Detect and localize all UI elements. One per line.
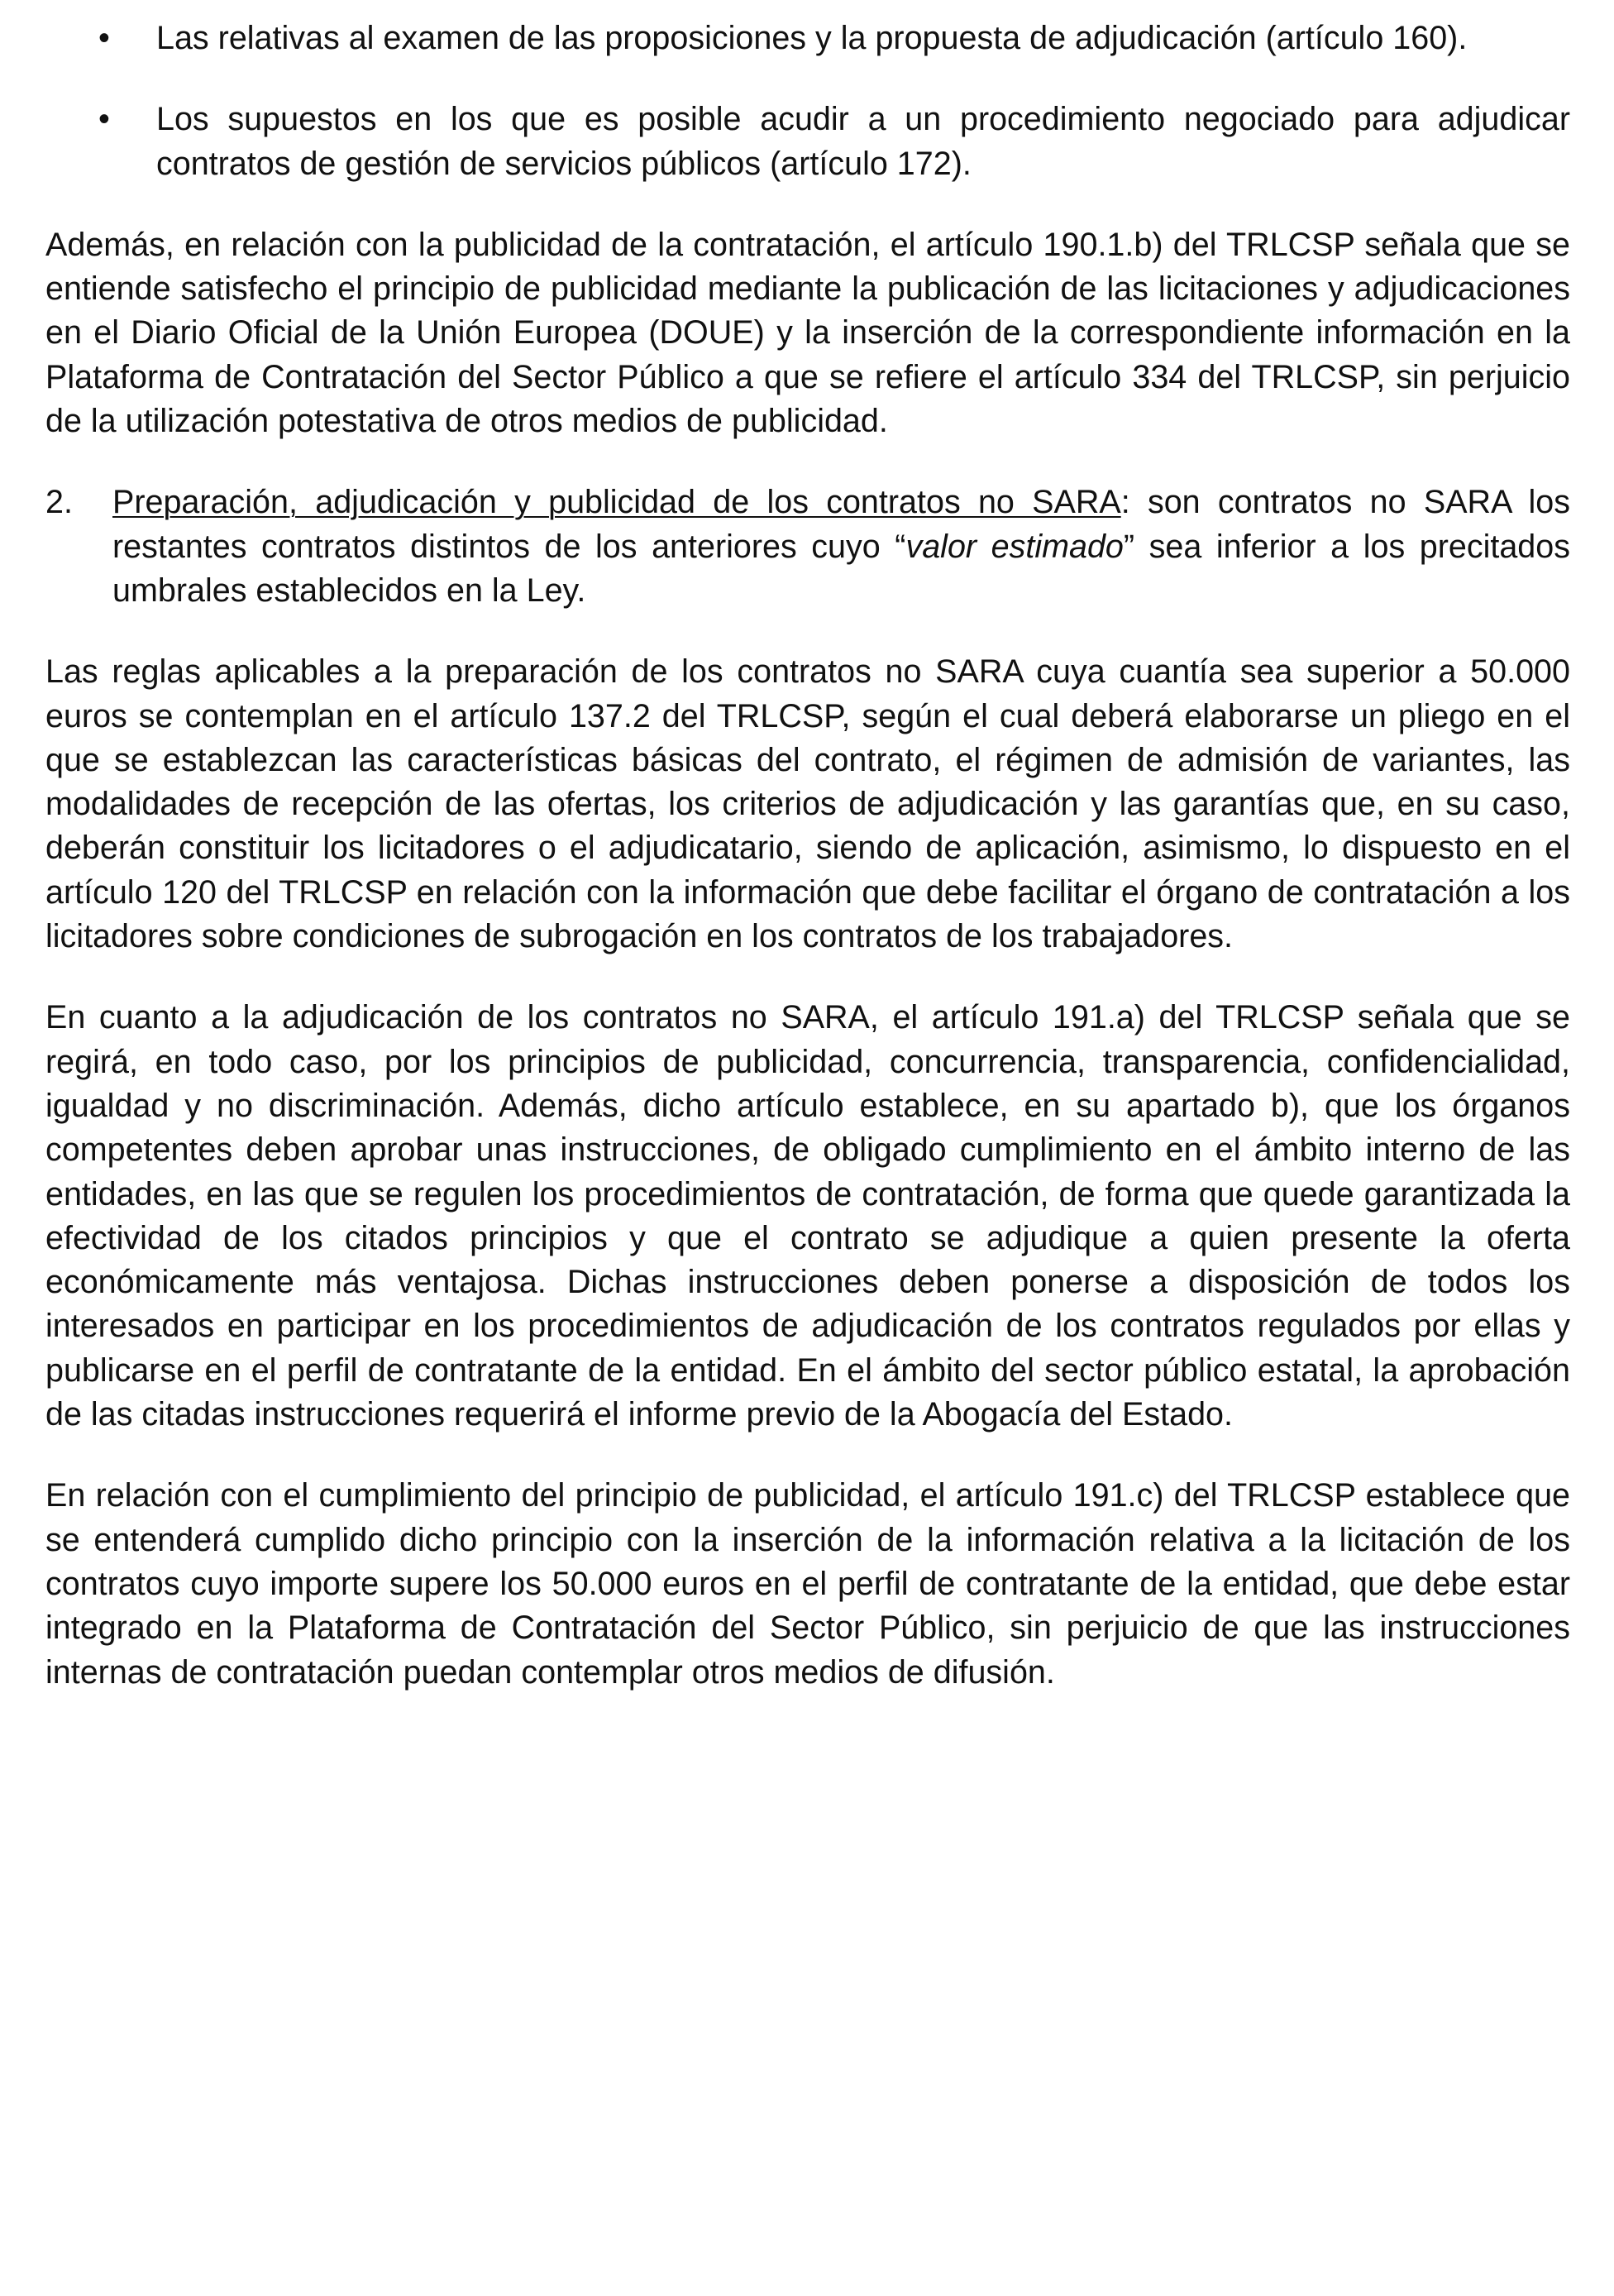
item-italic-term: valor estimado [905, 528, 1124, 565]
bullet-marker: • [98, 20, 110, 56]
item-number: 2. [45, 484, 73, 521]
document-page [45, 17, 1570, 1695]
paragraph-publicidad-no-sara: En relación con el cumplimiento del principio de publicidad, el artículo 191.c) del TRLCSP establece que se entenderá cumplido dicho principio con la inserción de la información relativa a la licitación de los contratos cuyo importe supere los 50.000 euros en el perfil de contratante de la entidad, que debe estar integrado en la Plataforma de Contratación del Sector Público, sin perjuicio de que las instrucciones internas de contratación puedan contemplar otros medios de difusión. [45, 1477, 1570, 1691]
numbered-item-2 [45, 481, 1570, 613]
list-item [45, 98, 1570, 186]
paragraph-preparacion: Las reglas aplicables a la preparación de los contratos no SARA cuya cuantía sea superior a 50.000 euros se contemplan en el artículo 137.2 del TRLCSP, según el cual deberá elaborarse un pliego en el que se establezcan las características básicas del contrato, el régimen de admisión de variantes, las modalidades de recepción de las ofertas, los criterios de adjudicación y las garantías que, en su caso, deberán constituir los licitadores o el adjudicatario, siendo de aplicación, asimismo, lo dispuesto en el artículo 120 del TRLCSP en relación con la información que debe facilitar el órgano de contratación a los licitadores sobre condiciones de subrogación en los contratos de los trabajadores. [45, 653, 1570, 955]
item-heading: Preparación, adjudicación y publicidad de los contratos no SARA [112, 484, 1121, 521]
paragraph-adjudicacion: En cuanto a la adjudicación de los contratos no SARA, el artículo 191.a) del TRLCSP señala que se regirá, en todo caso, por los principios de publicidad, concurrencia, transparencia, confidencialidad, igualdad y no discriminación. Además, dicho artículo establece, en su apartado b), que los órganos competentes deben aprobar unas instrucciones, de obligado cumplimiento en el ámbito interno de las entidades, en las que se regulen los procedimientos de contratación, de forma que quede garantizada la efectividad de los citados principios y que el contrato se adjudique a quien presente la oferta económicamente más ventajosa. Dichas instrucciones deben ponerse a disposición de todos los interesados en participar en los procedimientos de adjudicación de los contratos regulados por ellas y publicarse en el perfil de contratante de la entidad. En el ámbito del sector público estatal, la aprobación de las citadas instrucciones requerirá el informe previo de la Abogacía del Estado. [45, 999, 1570, 1433]
item-text-before: : son contratos no SARA los restantes contratos distintos de los anteriores cuyo “ [112, 484, 1570, 565]
list-item-text: Los supuestos en los que es posible acudir a un procedimiento negociado para adjudicar contratos de gestión de servicios públicos (artículo 172). [156, 101, 1570, 182]
bullet-marker: • [98, 101, 110, 138]
item-text-after: ” sea inferior a los precitados umbrales establecidos en la Ley. [112, 528, 1570, 609]
paragraph-publicidad-sara: Además, en relación con la publicidad de la contratación, el artículo 190.1.b) del TRLCSP señala que se entiende satisfecho el principio de publicidad mediante la publicación de las licitaciones y adjudicaciones en el Diario Oficial de la Unión Europea (DOUE) y la inserción de la correspondiente información en la Plataforma de Contratación del Sector Público a que se refiere el artículo 334 del TRLCSP, sin perjuicio de la utilización potestativa de otros medios de publicidad. [45, 226, 1570, 440]
list-item-text: Las relativas al examen de las proposiciones y la propuesta de adjudicación (artículo 160). [156, 20, 1468, 56]
list-item [45, 17, 1570, 60]
